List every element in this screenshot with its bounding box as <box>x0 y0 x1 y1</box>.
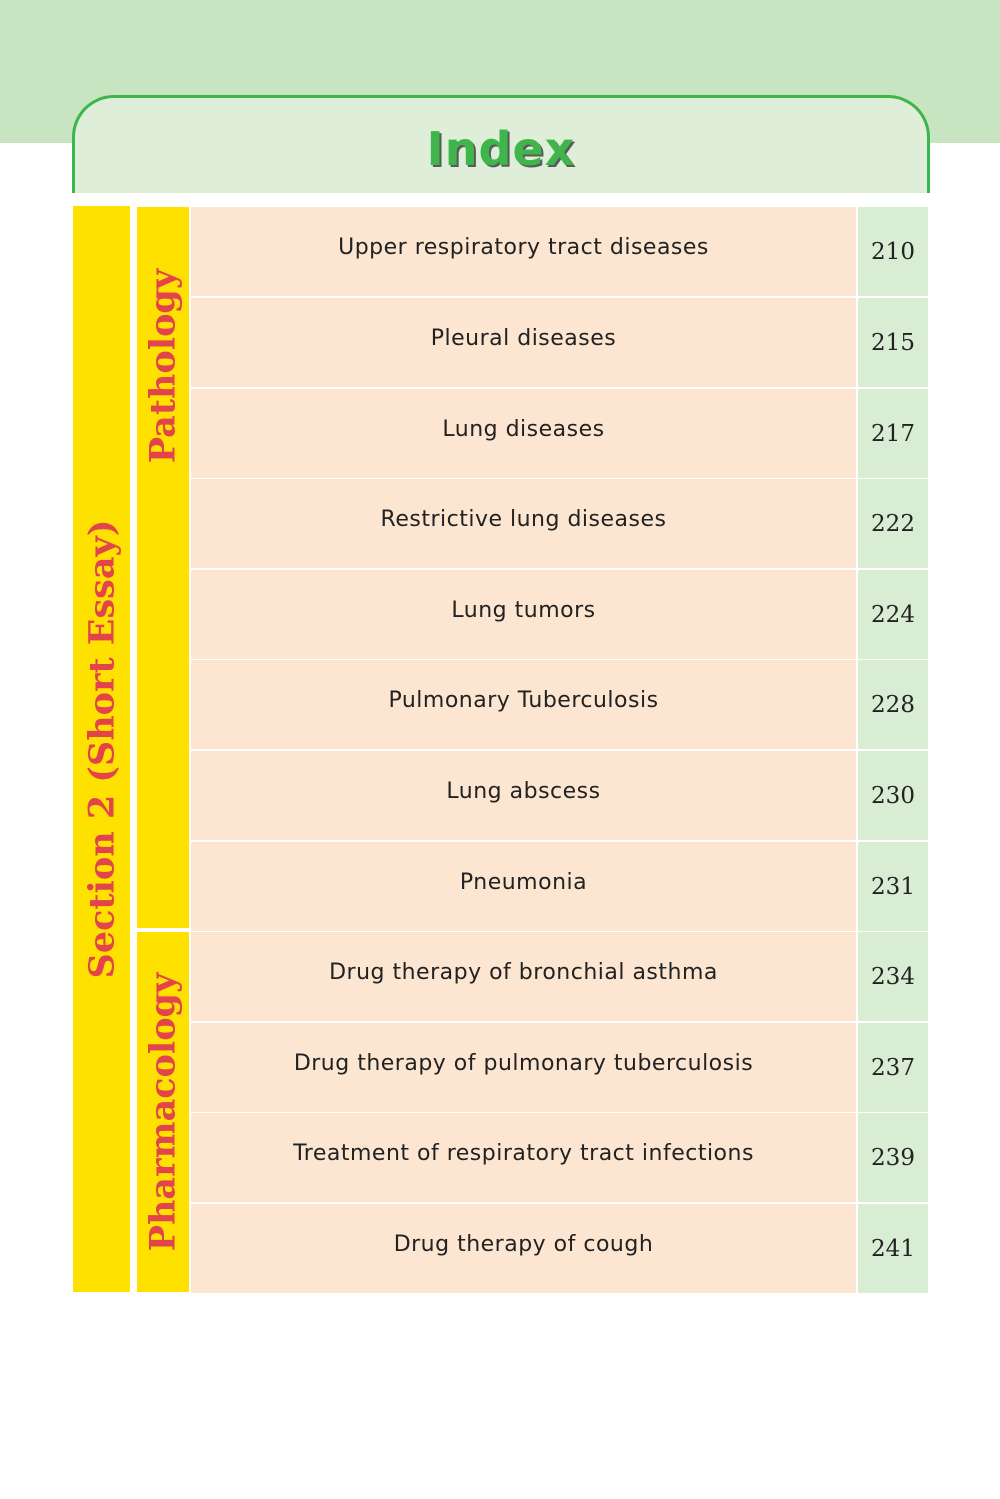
entry-title-cell <box>191 1204 856 1293</box>
index-entry[interactable] <box>191 298 928 387</box>
index-entry[interactable] <box>191 1023 928 1112</box>
index-entry[interactable] <box>191 479 928 568</box>
entry-page-number: 234 <box>858 932 928 1021</box>
index-entry[interactable] <box>191 842 928 931</box>
index-entry[interactable] <box>191 660 928 749</box>
entry-page-number: 239 <box>858 1113 928 1202</box>
entry-page-number: 230 <box>858 751 928 840</box>
entry-title: Treatment of respiratory tract infections <box>293 1141 754 1166</box>
entry-title-cell <box>191 751 856 840</box>
entry-title-cell <box>191 1113 856 1202</box>
entry-title-cell <box>191 207 856 296</box>
entry-title-cell <box>191 660 856 749</box>
section-label: Section 2 (Short Essay) <box>81 519 122 979</box>
entry-page-number: 222 <box>858 479 928 568</box>
index-entry[interactable] <box>191 932 928 1021</box>
entry-page-number: 241 <box>858 1204 928 1293</box>
entry-title-cell <box>191 298 856 387</box>
entry-title: Pleural diseases <box>430 326 617 351</box>
entry-page-number: 237 <box>858 1023 928 1112</box>
index-entry[interactable] <box>191 751 928 840</box>
group-label-pharmacology: Pharmacology <box>142 972 184 1252</box>
page-title: Index <box>426 122 576 176</box>
entry-title-cell <box>191 1023 856 1112</box>
entry-title: Restrictive lung diseases <box>380 507 667 532</box>
entry-title-cell <box>191 389 856 478</box>
entry-page-number: 215 <box>858 298 928 387</box>
entry-title: Drug therapy of bronchial asthma <box>329 960 718 985</box>
group-label-pathology: Pathology <box>142 268 184 463</box>
entry-title: Upper respiratory tract diseases <box>338 235 709 260</box>
entry-title: Pneumonia <box>459 870 588 895</box>
entry-page-number: 210 <box>858 207 928 296</box>
index-entry[interactable] <box>191 1113 928 1202</box>
index-entry[interactable] <box>191 1204 928 1293</box>
entry-title: Drug therapy of cough <box>393 1232 654 1257</box>
entry-title-cell <box>191 570 856 659</box>
entry-page-number: 224 <box>858 570 928 659</box>
entry-title: Lung abscess <box>446 779 601 804</box>
entry-title-cell <box>191 842 856 931</box>
group-pharmacology <box>137 932 189 1292</box>
entry-title: Lung diseases <box>442 417 605 442</box>
index-header <box>72 95 930 193</box>
index-entry[interactable] <box>191 389 928 478</box>
section-label-column <box>73 206 130 1292</box>
entry-page-number: 228 <box>858 660 928 749</box>
entry-title: Pulmonary Tuberculosis <box>388 688 659 713</box>
entry-title-cell <box>191 479 856 568</box>
group-pathology <box>137 207 189 928</box>
entry-page-number: 231 <box>858 842 928 931</box>
entry-page-number: 217 <box>858 389 928 478</box>
index-entry[interactable] <box>191 207 928 296</box>
entry-title: Lung tumors <box>451 598 596 623</box>
index-entry[interactable] <box>191 570 928 659</box>
entry-title: Drug therapy of pulmonary tuberculosis <box>293 1051 754 1076</box>
entry-title-cell <box>191 932 856 1021</box>
